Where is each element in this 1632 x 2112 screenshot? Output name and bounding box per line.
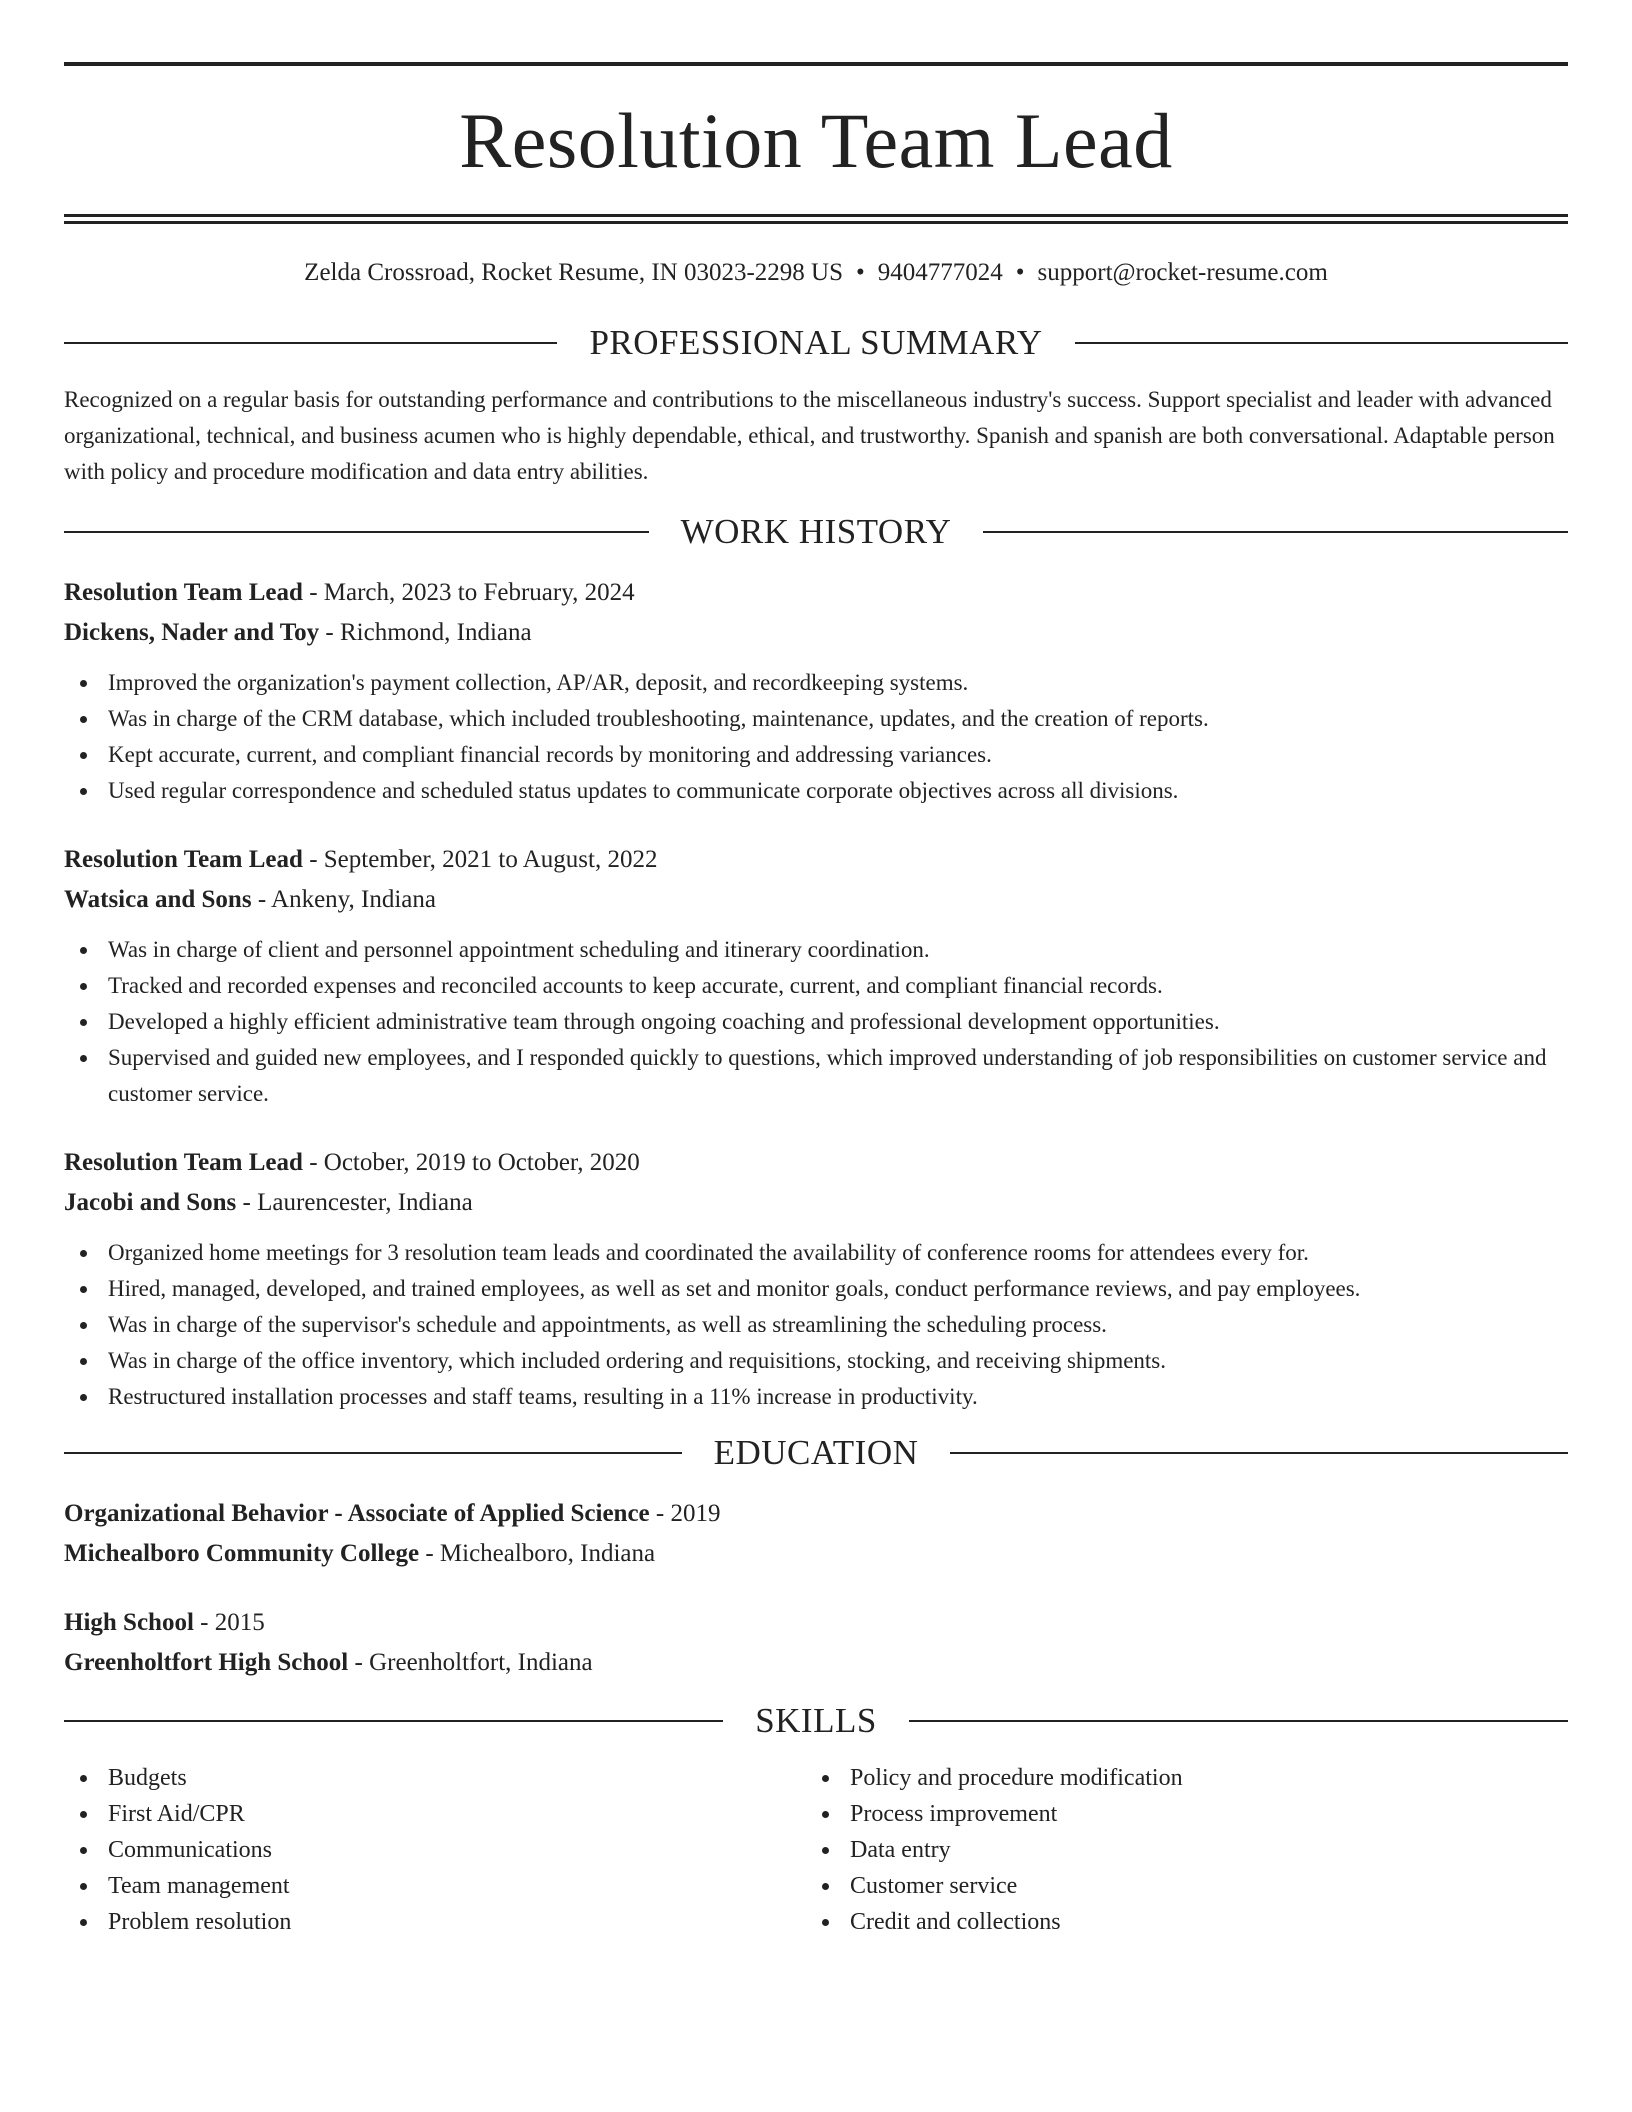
education-year: - 2019 bbox=[649, 1500, 721, 1527]
job-company: Dickens, Nader and Toy bbox=[64, 619, 320, 646]
job-bullet bbox=[64, 1271, 1568, 1307]
summary-text: Recognized on a regular basis for outstanding performance and contributions to the miscellaneous industry's success. Support specialist and leader with advanced organizational, technical, and business acumen who is highly dependable, ethical, and trustworthy. Spanish and spanish are both conversational. Adaptable person with policy and procedure modification and data entry abilities. bbox=[64, 387, 1555, 484]
skill-text: Problem resolution bbox=[108, 1909, 292, 1935]
bullet-dot bbox=[822, 1847, 829, 1854]
job-dates: - September, 2021 to August, 2022 bbox=[302, 846, 658, 873]
job-bullet-text: Was in charge of client and personnel appointment scheduling and itinerary coordination. bbox=[108, 937, 930, 962]
skill-item bbox=[64, 1760, 806, 1796]
education-location: - Greenholtfort, Indiana bbox=[348, 1649, 593, 1676]
job-company: Watsica and Sons bbox=[64, 886, 252, 913]
skills-column-right bbox=[806, 1760, 1548, 1940]
job-bullet bbox=[64, 773, 1568, 809]
job-entry bbox=[64, 840, 1568, 1112]
education-degree-line bbox=[64, 1494, 1568, 1534]
contact-email: support@rocket-resume.com bbox=[1037, 259, 1328, 286]
job-bullet bbox=[64, 968, 1568, 1004]
job-bullet bbox=[64, 665, 1568, 701]
bullet-dot bbox=[80, 1358, 87, 1365]
bullet-dot bbox=[80, 680, 87, 687]
contact-separator: • bbox=[1015, 259, 1025, 286]
job-bullet bbox=[64, 1307, 1568, 1343]
job-bullet bbox=[64, 1040, 1568, 1112]
skill-text: Communications bbox=[108, 1837, 272, 1863]
skill-item bbox=[64, 1796, 806, 1832]
skill-item bbox=[64, 1832, 806, 1868]
skill-text: Customer service bbox=[850, 1873, 1018, 1899]
education-school-line bbox=[64, 1534, 1568, 1574]
bullet-dot bbox=[822, 1811, 829, 1818]
job-title: Resolution Team Lead bbox=[64, 846, 303, 873]
skill-item bbox=[64, 1868, 806, 1904]
job-entry bbox=[64, 1143, 1568, 1415]
bullet-dot bbox=[80, 788, 87, 795]
bullet-dot bbox=[80, 1286, 87, 1293]
skills-list bbox=[64, 1760, 1568, 1940]
heading-rule bbox=[909, 1720, 1568, 1722]
work-history-heading-label: WORK HISTORY bbox=[680, 512, 952, 551]
bullet-dot bbox=[80, 1322, 87, 1329]
bullet-dot bbox=[80, 1811, 87, 1818]
job-company-line bbox=[64, 613, 1568, 653]
bullet-dot bbox=[80, 716, 87, 723]
bullet-dot bbox=[80, 1394, 87, 1401]
job-bullet-text: Was in charge of the office inventory, which included ordering and requisitions, stocking, and receiving shipments. bbox=[108, 1348, 1167, 1373]
job-bullets bbox=[64, 1235, 1568, 1415]
job-bullet-text: Tracked and recorded expenses and reconciled accounts to keep accurate, current, and compliant financial records. bbox=[108, 973, 1163, 998]
job-bullet bbox=[64, 1004, 1568, 1040]
skills-column-left bbox=[64, 1760, 806, 1940]
education-entry bbox=[64, 1603, 1568, 1683]
skills-heading-label: SKILLS bbox=[755, 1701, 877, 1740]
summary-heading bbox=[64, 325, 1568, 360]
job-title: Resolution Team Lead bbox=[64, 1149, 303, 1176]
skill-text: Team management bbox=[108, 1873, 290, 1899]
job-title-line bbox=[64, 573, 1568, 613]
job-bullet bbox=[64, 737, 1568, 773]
bullet-dot bbox=[80, 752, 87, 759]
bullet-dot bbox=[80, 1919, 87, 1926]
job-title: Resolution Team Lead bbox=[64, 579, 303, 606]
bullet-dot bbox=[80, 947, 87, 954]
skill-item bbox=[806, 1796, 1548, 1832]
job-dates: - March, 2023 to February, 2024 bbox=[302, 579, 635, 606]
bullet-dot bbox=[822, 1883, 829, 1890]
bullet-dot bbox=[80, 1883, 87, 1890]
job-location: - Laurencester, Indiana bbox=[236, 1189, 473, 1216]
skill-text: First Aid/CPR bbox=[108, 1801, 245, 1827]
heading-rule bbox=[950, 1452, 1568, 1454]
work-history-heading bbox=[64, 514, 1568, 549]
skill-text: Policy and procedure modification bbox=[850, 1765, 1183, 1791]
bullet-dot bbox=[80, 1250, 87, 1257]
job-company-line bbox=[64, 1183, 1568, 1223]
heading-rule bbox=[1075, 342, 1568, 344]
heading-rule bbox=[64, 1452, 682, 1454]
job-bullets bbox=[64, 665, 1568, 809]
bullet-dot bbox=[80, 1847, 87, 1854]
skill-text: Data entry bbox=[850, 1837, 951, 1863]
bullet-dot bbox=[80, 1055, 87, 1062]
contact-line bbox=[64, 260, 1568, 285]
job-bullet-text: Restructured installation processes and staff teams, resulting in a 11% increase in productivity. bbox=[108, 1384, 978, 1409]
bullet-dot bbox=[822, 1775, 829, 1782]
skill-text: Budgets bbox=[108, 1765, 187, 1791]
skills-heading bbox=[64, 1703, 1568, 1738]
education-degree-line bbox=[64, 1603, 1568, 1643]
job-bullets bbox=[64, 932, 1568, 1112]
resume-page bbox=[64, 62, 1568, 1940]
education-year: - 2015 bbox=[193, 1609, 265, 1636]
job-bullet bbox=[64, 1379, 1568, 1415]
skill-item bbox=[806, 1832, 1548, 1868]
job-bullet-text: Organized home meetings for 3 resolution team leads and coordinated the availability of conference rooms for attendees every for. bbox=[108, 1240, 1309, 1265]
skill-item bbox=[806, 1760, 1548, 1796]
job-bullet-text: Hired, managed, developed, and trained employees, as well as set and monitor goals, conduct performance reviews, and pay employees. bbox=[108, 1276, 1361, 1301]
skill-item bbox=[64, 1904, 806, 1940]
contact-address: Zelda Crossroad, Rocket Resume, IN 03023-2298 US bbox=[304, 259, 843, 286]
heading-rule bbox=[64, 531, 649, 533]
job-bullet-text: Was in charge of the supervisor's schedule and appointments, as well as streamlining the scheduling process. bbox=[108, 1312, 1107, 1337]
job-title-line bbox=[64, 1143, 1568, 1183]
bullet-dot bbox=[822, 1919, 829, 1926]
job-bullet-text: Improved the organization's payment collection, AP/AR, deposit, and recordkeeping systems. bbox=[108, 670, 969, 695]
job-bullet bbox=[64, 1343, 1568, 1379]
skill-text: Credit and collections bbox=[850, 1909, 1061, 1935]
bullet-dot bbox=[80, 1775, 87, 1782]
top-rule bbox=[64, 62, 1568, 66]
job-bullet-text: Supervised and guided new employees, and I responded quickly to questions, which improved understanding of job responsibilities on customer service and customer service. bbox=[108, 1045, 1547, 1106]
contact-separator: • bbox=[855, 259, 865, 286]
education-school: Greenholtfort High School bbox=[64, 1649, 349, 1676]
contact-phone: 9404777024 bbox=[877, 259, 1003, 286]
heading-rule bbox=[64, 342, 557, 344]
job-bullet-text: Used regular correspondence and scheduled status updates to communicate corporate objectives across all divisions. bbox=[108, 778, 1179, 803]
skill-item bbox=[806, 1904, 1548, 1940]
education-school-line bbox=[64, 1643, 1568, 1683]
education-heading-label: EDUCATION bbox=[713, 1433, 919, 1472]
skill-text: Process improvement bbox=[850, 1801, 1058, 1827]
education-location: - Michealboro, Indiana bbox=[419, 1540, 656, 1567]
education-degree: Organizational Behavior - Associate of Applied Science bbox=[64, 1500, 650, 1527]
education-entry bbox=[64, 1494, 1568, 1574]
job-bullet-text: Was in charge of the CRM database, which included troubleshooting, maintenance, updates, and the creation of reports. bbox=[108, 706, 1209, 731]
heading-rule bbox=[983, 531, 1568, 533]
job-location: - Ankeny, Indiana bbox=[251, 886, 436, 913]
education-degree: High School bbox=[64, 1609, 194, 1636]
job-entry bbox=[64, 573, 1568, 809]
education-school: Michealboro Community College bbox=[64, 1540, 420, 1567]
skill-item bbox=[806, 1868, 1548, 1904]
job-bullet-text: Developed a highly efficient administrative team through ongoing coaching and professional development opportunities. bbox=[108, 1009, 1220, 1034]
education-heading bbox=[64, 1435, 1568, 1470]
summary-heading-label: PROFESSIONAL SUMMARY bbox=[589, 323, 1043, 362]
job-bullet-text: Kept accurate, current, and compliant financial records by monitoring and addressing variances. bbox=[108, 742, 992, 767]
bullet-dot bbox=[80, 1019, 87, 1026]
job-title-line bbox=[64, 840, 1568, 880]
job-dates: - October, 2019 to October, 2020 bbox=[302, 1149, 640, 1176]
resume-title: Resolution Team Lead bbox=[459, 97, 1173, 184]
job-bullet bbox=[64, 932, 1568, 968]
job-company-line bbox=[64, 880, 1568, 920]
double-rule bbox=[64, 214, 1568, 224]
heading-rule bbox=[64, 1720, 723, 1722]
job-location: - Richmond, Indiana bbox=[319, 619, 532, 646]
job-company: Jacobi and Sons bbox=[64, 1189, 237, 1216]
bullet-dot bbox=[80, 983, 87, 990]
job-bullet bbox=[64, 701, 1568, 737]
job-bullet bbox=[64, 1235, 1568, 1271]
